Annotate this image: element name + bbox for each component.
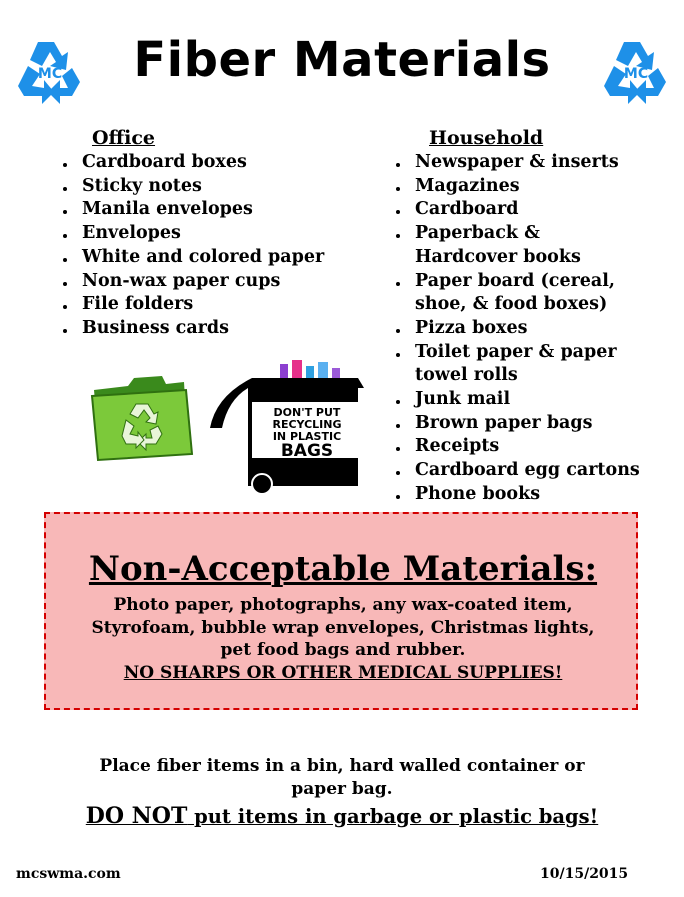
do-not-strong: DO NOT	[85, 803, 188, 829]
list-item: Cardboard egg cartons	[393, 459, 668, 483]
logo-text: MC	[37, 66, 63, 82]
list-item: White and colored paper	[60, 246, 360, 270]
list-item: Toilet paper & paper	[393, 341, 668, 365]
non-acceptable-text	[46, 594, 640, 684]
list-item: Newspaper & inserts	[393, 151, 668, 175]
household-list	[393, 151, 668, 507]
list-item: Phone books	[393, 483, 668, 507]
list-item: Paper board (cereal,	[393, 270, 668, 294]
bin-sign-line4: BAGS	[280, 441, 334, 461]
bin-sign-line3: IN PLASTIC	[272, 430, 342, 443]
trash-bin-icon	[208, 356, 368, 496]
non-acceptable-box	[44, 512, 638, 710]
medical-warning: NO SHARPS OR OTHER MEDICAL SUPPLIES!	[123, 662, 563, 683]
list-item: Pizza boxes	[393, 317, 668, 341]
list-item: Paperback &	[393, 222, 668, 246]
list-item: Cardboard boxes	[60, 151, 360, 175]
list-item: Magazines	[393, 175, 668, 199]
list-item: Non-wax paper cups	[60, 270, 360, 294]
footer-date: 10/15/2015	[540, 866, 629, 882]
footer-website: mcswma.com	[16, 866, 121, 882]
household-heading: Household	[429, 127, 544, 149]
non-acceptable-line: Styrofoam, bubble wrap envelopes, Christmas lights,	[91, 617, 595, 638]
office-list	[60, 151, 360, 341]
list-item: File folders	[60, 293, 360, 317]
bin-sign-line2: RECYCLING	[272, 418, 342, 431]
list-item: Envelopes	[60, 222, 360, 246]
non-acceptable-line: pet food bags and rubber.	[220, 640, 466, 660]
recycle-logo-icon	[596, 34, 676, 114]
placement-instructions	[60, 755, 624, 801]
list-item-continued: Hardcover books	[415, 246, 581, 267]
list-item: Cardboard	[393, 198, 668, 222]
list-item: Junk mail	[393, 388, 668, 412]
non-acceptable-line: Photo paper, photographs, any wax-coated item,	[113, 595, 573, 615]
do-not-warning	[40, 803, 644, 830]
office-heading: Office	[92, 127, 156, 149]
do-not-rest: put items in garbage or plastic bags!	[187, 805, 599, 828]
placement-line: Place fiber items in a bin, hard walled container or	[99, 756, 585, 776]
list-item: Brown paper bags	[393, 412, 668, 436]
list-item: Business cards	[60, 317, 360, 341]
recycle-folder-icon	[88, 372, 198, 462]
list-item: Receipts	[393, 435, 668, 459]
recycle-logo-icon	[10, 34, 90, 114]
list-item: Manila envelopes	[60, 198, 360, 222]
list-item-continued: towel rolls	[415, 365, 518, 386]
logo-text: MC	[623, 66, 649, 82]
page-title: Fiber Materials	[133, 32, 551, 88]
bin-sign-line1: DON'T PUT	[273, 406, 341, 419]
list-item-continued: shoe, & food boxes)	[415, 294, 608, 315]
placement-line: paper bag.	[291, 779, 393, 799]
non-acceptable-title: Non-Acceptable Materials:	[88, 549, 598, 589]
list-item: Sticky notes	[60, 175, 360, 199]
